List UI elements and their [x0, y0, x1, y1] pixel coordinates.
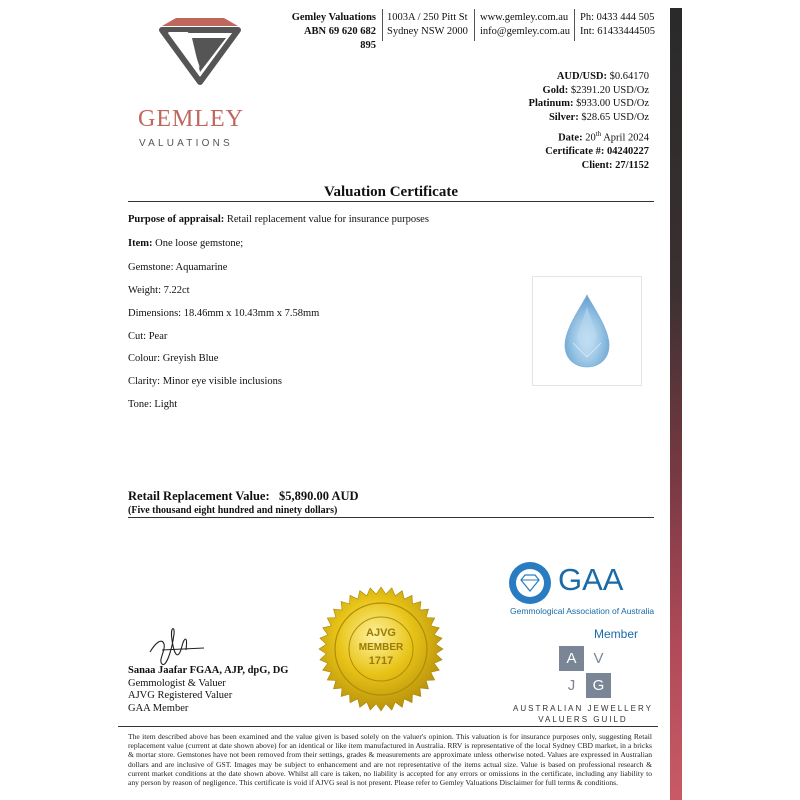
ajvg-letter: A [559, 646, 584, 671]
certificate-number: Certificate #: 04240227 [545, 146, 649, 157]
item-field: Item: One loose gemstone; [128, 238, 244, 249]
value-in-words: (Five thousand eight hundred and ninety dollars) [128, 505, 338, 516]
dimensions-field: Dimensions: 18.46mm x 10.43mm x 7.58mm [128, 308, 320, 319]
header-divider [474, 9, 475, 41]
signer-role: Gemmologist & Valuer [128, 677, 226, 689]
ajvg-title: AUSTRALIAN JEWELLERY [513, 704, 653, 713]
gaa-full-name: Gemmological Association of Australia [510, 606, 655, 616]
client-number: Client: 27/1152 [581, 159, 649, 171]
signer-role: AJVG Registered Valuer [128, 690, 233, 701]
decorative-side-bar [670, 8, 682, 800]
seal-text: 1717 [368, 655, 394, 667]
rate-silver: Silver: $28.65 USD/Oz [548, 111, 649, 123]
website-link[interactable]: www.gemley.com.au [480, 12, 569, 23]
address-block [387, 11, 468, 39]
member-label: Member [594, 627, 639, 641]
header-divider [382, 9, 383, 41]
ajvg-gold-seal [318, 586, 444, 712]
gemstone-field: Gemstone: Aquamarine [128, 262, 228, 273]
gem-logo-icon [158, 18, 242, 86]
brand-subtitle: VALUATIONS [139, 138, 233, 149]
disclaimer-text: The item described above has been examined and the value given is based solely on the valuer's opinion. This valuation is for insurance purposes only, suggesting Retail replacement value (current at date shown above) for an identical or like item manufactured in Australia. RRV is representative of the local Sydney CBD market, in a bricks & mortar store. Gemstones have not been removed from their settings, grades & measurements are approximate unless otherwise noted. Values are expressed in Australian dollars and are inclusive of GST. Images may be subject to enhancement and are not representative of the items actual size. Value is based on professional research & current market conditions at the date shown above. Whilst all care is taken, no liability is accepted for any errors or omissions in the certificate, including any liability to any person by reason of negligence. This certificate is void if AJVG seal is not present. Please refer to Gemley Valuations Disclaimer for full terms & conditions. [128, 732, 652, 788]
address-line-2: Sydney NSW 2000 [387, 26, 468, 37]
colour-field: Colour: Greyish Blue [128, 353, 219, 364]
gemley-logo [138, 18, 268, 149]
intl-number: Int: 61433444505 [580, 26, 655, 37]
clarity-field: Clarity: Minor eye visible inclusions [128, 376, 282, 387]
seal-text: MEMBER [358, 642, 404, 653]
company-block [288, 11, 376, 53]
aquamarine-pear-icon [533, 277, 641, 385]
address-line-1: 1003A / 250 Pitt St [387, 12, 468, 23]
gaa-name: GAA [558, 562, 624, 597]
rate-gold: Gold: $2391.20 USD/Oz [542, 84, 649, 96]
gaa-emblem-icon [507, 560, 553, 606]
cut-field: Cut: Pear [128, 331, 168, 342]
ajvg-letter: J [559, 673, 584, 698]
phone-number: Ph: 0433 444 505 [580, 12, 655, 23]
certificate-meta [545, 128, 649, 172]
retail-value: Retail Replacement Value: $5,890.00 AUD [128, 489, 359, 503]
web-block [480, 11, 570, 39]
metal-rates [529, 70, 649, 124]
signer-block [128, 665, 288, 715]
purpose-field: Purpose of appraisal: Retail replacement value for insurance purposes [128, 214, 429, 225]
signature-icon [142, 620, 212, 670]
company-abn: ABN 69 620 682 895 [303, 26, 376, 51]
brand-name: GEMLEY [138, 106, 244, 132]
rate-aud-usd: AUD/USD: $0.64170 [556, 71, 649, 82]
value-divider [128, 517, 654, 518]
ajvg-logo [559, 646, 611, 698]
header-divider [574, 9, 575, 41]
page-title: Valuation Certificate [323, 184, 458, 200]
rate-platinum: Platinum: $933.00 USD/Oz [528, 98, 649, 109]
signer-role: GAA Member [128, 702, 189, 714]
signer-name: Sanaa Jaafar FGAA, AJP, dpG, DG [128, 665, 289, 676]
certificate-date: Date: 20th April 2024 [558, 130, 649, 144]
phone-block [580, 11, 655, 39]
gemstone-photo [532, 276, 642, 386]
tone-field: Tone: Light [128, 399, 178, 410]
ajvg-title: VALUERS GUILD [538, 715, 628, 724]
email-link[interactable]: info@gemley.com.au [480, 26, 571, 37]
ajvg-letter: G [586, 673, 611, 698]
title-divider [128, 201, 654, 202]
seal-text: AJVG [366, 627, 396, 639]
company-name: Gemley Valuations [291, 12, 376, 23]
footer-divider [118, 726, 658, 727]
ajvg-letter: V [586, 646, 611, 671]
weight-field: Weight: 7.22ct [128, 285, 190, 296]
